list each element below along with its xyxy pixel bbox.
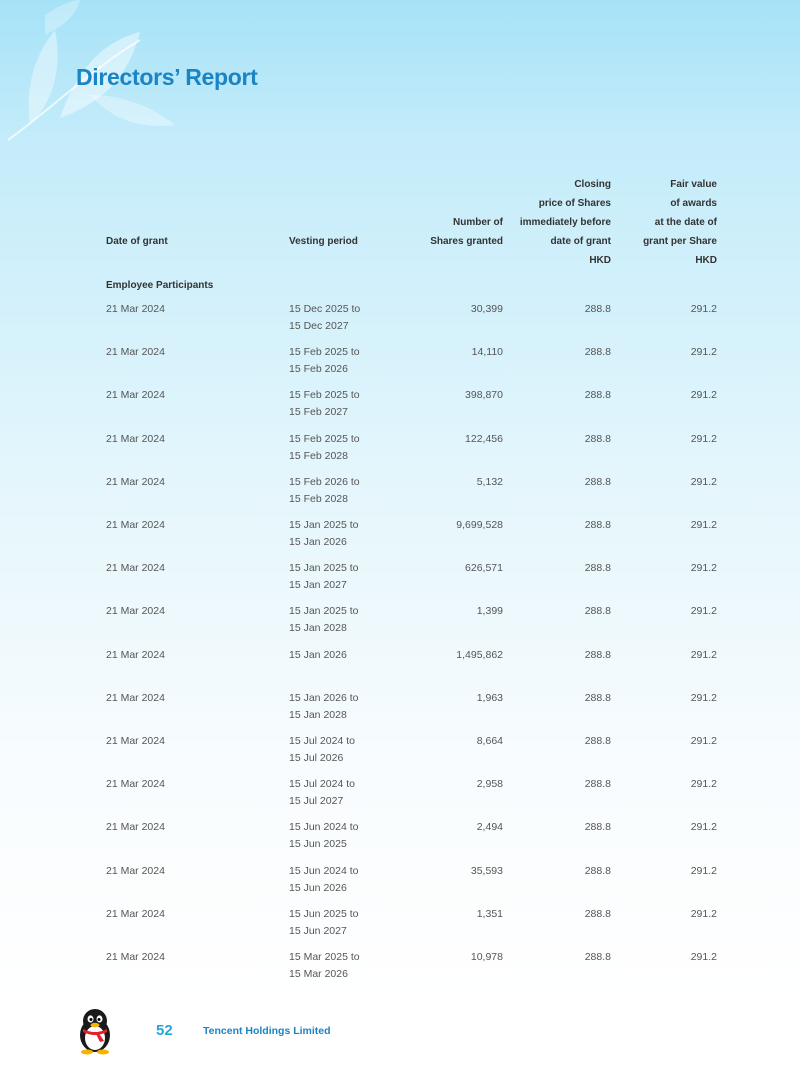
header-date: Date of grant (106, 236, 168, 247)
grant-date: 21 Mar 2024 (106, 432, 165, 445)
vesting-period-line: 15 Feb 2025 to (289, 346, 360, 359)
vesting-period-line: 15 Jul 2024 to (289, 735, 355, 747)
grant-date: 21 Mar 2024 (106, 346, 165, 359)
vesting-period-line: 15 Jun 2024 to (289, 821, 359, 834)
closing-price: 288.8 (584, 346, 611, 359)
grant-date: 21 Mar 2024 (106, 864, 165, 877)
vesting-period-line: 15 Feb 2025 to (289, 389, 360, 402)
shares-granted: 8,664 (476, 735, 503, 747)
vesting-period-line: 15 Jan 2026 (289, 536, 347, 548)
vesting-period-line: 15 Dec 2025 to (289, 303, 361, 315)
vesting-period (289, 647, 347, 664)
vesting-period (289, 949, 360, 983)
closing-price: 288.8 (584, 735, 611, 747)
vesting-period-line: 15 Jun 2025 (289, 838, 347, 851)
header-vesting: Vesting period (289, 236, 358, 247)
grant-date: 21 Mar 2024 (106, 907, 165, 920)
shares-granted: 1,495,862 (456, 648, 503, 661)
fair-value: 291.2 (690, 778, 717, 791)
vesting-period-line: 15 Jan 2026 to (289, 691, 359, 704)
vesting-period-line: 15 Jul 2026 (289, 752, 344, 764)
grant-date: 21 Mar 2024 (106, 648, 165, 661)
shares-granted: 35,593 (470, 864, 503, 877)
vesting-period (289, 819, 358, 853)
shares-granted: 1,399 (476, 605, 503, 618)
shares-granted: 122,456 (465, 432, 503, 445)
grant-date: 21 Mar 2024 (106, 951, 165, 963)
vesting-period-line: 15 Feb 2028 (289, 492, 348, 505)
closing-price: 288.8 (584, 389, 611, 402)
vesting-period (289, 301, 360, 335)
vesting-period-line: 15 Jan 2025 to (289, 519, 359, 531)
vesting-period-line: 15 Feb 2025 to (289, 432, 360, 445)
shares-granted: 9,699,528 (456, 519, 503, 531)
fair-value: 291.2 (690, 432, 717, 445)
vesting-period-line: 15 Feb 2027 (289, 406, 348, 419)
fair-value: 291.2 (690, 389, 717, 402)
vesting-period (289, 517, 358, 551)
shares-granted: 2,958 (476, 778, 503, 791)
vesting-period (289, 906, 358, 940)
shares-granted: 5,132 (476, 475, 503, 488)
grant-date: 21 Mar 2024 (106, 778, 165, 791)
vesting-period-line: 15 Mar 2025 to (289, 951, 360, 963)
vesting-period-line: 15 Jan 2027 (289, 579, 347, 592)
vesting-period (289, 387, 360, 421)
section-label: Employee Participants (106, 280, 214, 291)
shares-granted: 14,110 (471, 346, 503, 359)
vesting-period-line: 15 Feb 2028 (289, 449, 348, 462)
vesting-period (289, 733, 355, 767)
grant-date: 21 Mar 2024 (106, 475, 165, 488)
closing-price: 288.8 (584, 519, 611, 531)
closing-price: 288.8 (584, 951, 611, 963)
vesting-period-line: 15 Jun 2025 to (289, 907, 359, 920)
fair-value: 291.2 (690, 303, 717, 315)
fair-value: 291.2 (690, 475, 717, 488)
fair-value: 291.2 (690, 821, 717, 834)
grant-date: 21 Mar 2024 (106, 562, 165, 575)
fair-value: 291.2 (690, 519, 717, 531)
shares-granted: 2,494 (476, 821, 503, 834)
grant-date: 21 Mar 2024 (106, 519, 165, 531)
vesting-period (289, 431, 360, 465)
closing-price: 288.8 (584, 907, 611, 920)
header-fair-value: Fair value of awards at the date of grant per Share HKD (643, 179, 717, 266)
shares-granted: 398,870 (465, 389, 503, 402)
vesting-period-line: 15 Feb 2026 to (289, 475, 360, 488)
fair-value: 291.2 (690, 562, 717, 575)
fair-value: 291.2 (690, 951, 717, 963)
vesting-period-line: 15 Jan 2028 (289, 622, 347, 635)
fair-value: 291.2 (690, 605, 717, 618)
vesting-period-line: 15 Feb 2026 (289, 363, 348, 376)
vesting-period-line: 15 Jul 2027 (289, 795, 344, 808)
vesting-period-line: 15 Mar 2026 (289, 968, 348, 980)
closing-price: 288.8 (584, 691, 611, 704)
shares-granted: 626,571 (465, 562, 503, 575)
closing-price: 288.8 (584, 605, 611, 618)
vesting-period (289, 474, 360, 508)
vesting-period (289, 690, 358, 724)
closing-price: 288.8 (584, 475, 611, 488)
page-title: Directors’ Report (76, 64, 258, 90)
header-number: Number of Shares granted (430, 217, 503, 247)
vesting-period (289, 863, 358, 897)
fair-value: 291.2 (690, 864, 717, 877)
shares-granted: 1,963 (476, 691, 503, 704)
vesting-period (289, 603, 358, 637)
closing-price: 288.8 (584, 821, 611, 834)
header-closing: Closing price of Shares immediately before date of grant HKD (519, 179, 611, 266)
vesting-period-line: 15 Jun 2027 (289, 924, 347, 937)
grant-date: 21 Mar 2024 (106, 735, 165, 747)
shares-granted: 1,351 (476, 907, 503, 920)
fair-value: 291.2 (690, 735, 717, 747)
vesting-period-line: 15 Jul 2024 to (289, 778, 355, 791)
company-name: Tencent Holdings Limited (203, 1025, 331, 1037)
page-number: 52 (156, 1022, 173, 1039)
vesting-period-line: 15 Jan 2025 to (289, 562, 359, 575)
fair-value: 291.2 (690, 648, 717, 661)
vesting-period (289, 560, 358, 594)
closing-price: 288.8 (584, 864, 611, 877)
closing-price: 288.8 (584, 303, 611, 315)
grant-date: 21 Mar 2024 (106, 389, 165, 402)
shares-granted: 10,978 (470, 951, 503, 963)
closing-price: 288.8 (584, 778, 611, 791)
fair-value: 291.2 (690, 346, 717, 359)
closing-price: 288.8 (584, 562, 611, 575)
vesting-period-line: 15 Dec 2027 (289, 320, 349, 332)
vesting-period-line: 15 Jan 2026 (289, 648, 347, 661)
grant-date: 21 Mar 2024 (106, 821, 165, 834)
vesting-period-line: 15 Jun 2026 (289, 881, 347, 894)
fair-value: 291.2 (690, 691, 717, 704)
penguin-logo-icon (74, 1005, 116, 1055)
shares-granted: 30,399 (470, 303, 503, 315)
vesting-period (289, 776, 355, 810)
closing-price: 288.8 (584, 648, 611, 661)
vesting-period-line: 15 Jan 2025 to (289, 605, 359, 618)
grant-date: 21 Mar 2024 (106, 303, 165, 315)
vesting-period-line: 15 Jan 2028 (289, 708, 347, 721)
vesting-period-line: 15 Jun 2024 to (289, 864, 359, 877)
fair-value: 291.2 (690, 907, 717, 920)
grant-date: 21 Mar 2024 (106, 691, 165, 704)
closing-price: 288.8 (584, 432, 611, 445)
vesting-period (289, 344, 360, 378)
grant-date: 21 Mar 2024 (106, 605, 165, 618)
